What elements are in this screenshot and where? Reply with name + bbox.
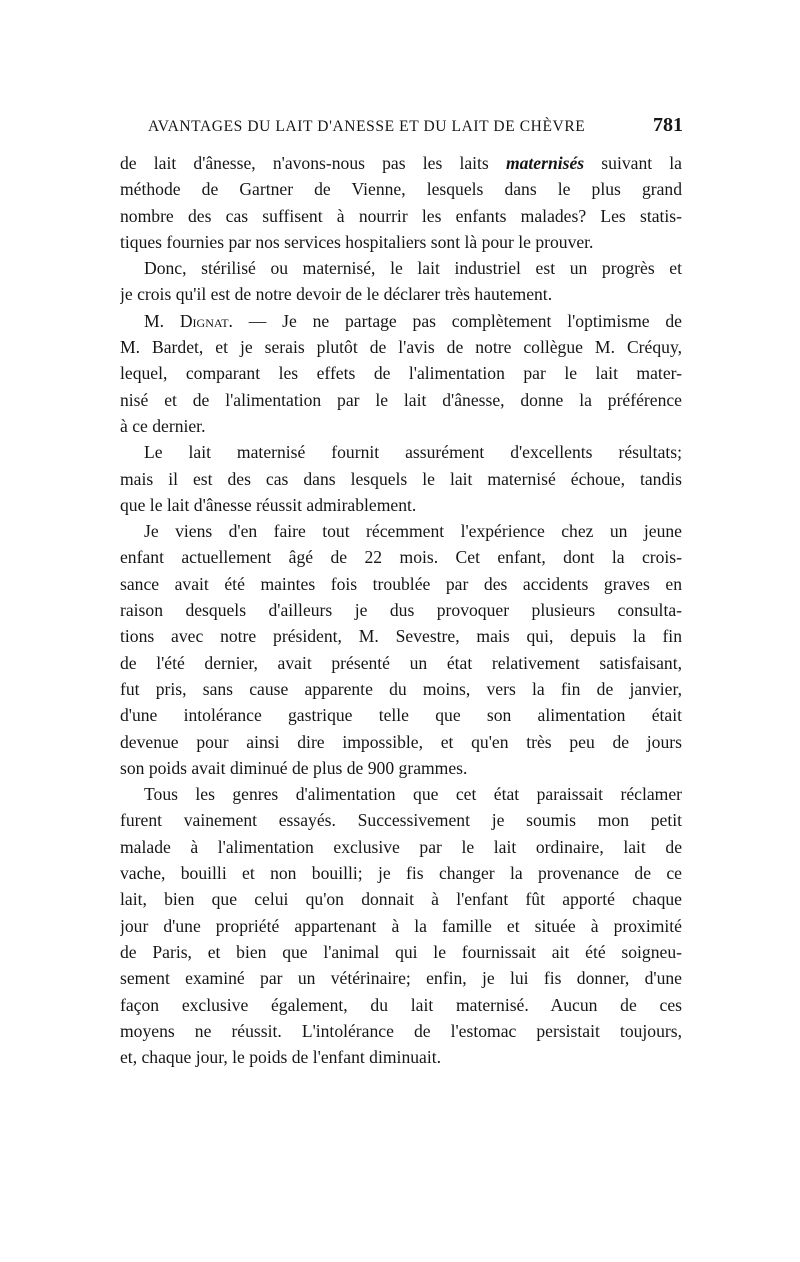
speaker-name: M. Dignat. (144, 310, 233, 331)
body-text (120, 150, 682, 1070)
text-line: son poids avait diminué de plus de 900 grammes. (120, 757, 468, 778)
text-line: mais il est des cas dans lesquels le lait maternisé échoue, tandis (120, 468, 682, 489)
text-line: vache, bouilli et non bouilli; je fis changer la provenance de ce (120, 863, 682, 884)
text-line: que le lait d'ânesse réussit admirablement. (120, 494, 417, 515)
paragraph-start: Le lait maternisé fournit assurément d'excellents résultats; (144, 442, 682, 463)
text-line: lait, bien que celui qu'on donnait à l'enfant fût apporté chaque (120, 889, 682, 910)
text-line: et, chaque jour, le poids de l'enfant diminuait. (120, 1047, 442, 1068)
text-line: M. Bardet, et je serais plutôt de l'avis de notre collègue M. Créquy, (120, 337, 682, 358)
text-line: fut pris, sans cause apparente du moins, vers la fin de janvier, (120, 678, 682, 699)
paragraph-start: Je viens d'en faire tout récemment l'expérience chez un jeune (144, 521, 682, 542)
emphasis-maternises: maternisés (505, 153, 585, 173)
text-line: furent vainement essayés. Successivement je soumis mon petit (120, 810, 682, 831)
text-line: raison desquels d'ailleurs je dus provoquer plusieurs consulta- (120, 600, 682, 621)
text-line: à ce dernier. (120, 415, 206, 436)
paragraph-start: Donc, stérilisé ou maternisé, le lait industriel est un progrès et (144, 258, 682, 279)
text-line: devenue pour ainsi dire impossible, et qu'en très peu de jours (120, 731, 682, 752)
text-line: moyens ne réussit. L'intolérance de l'estomac persistait toujours, (120, 1020, 682, 1041)
text-line: de Paris, et bien que l'animal qui le fournissait ait été soigneu- (120, 941, 682, 962)
text-line: façon exclusive également, du lait maternisé. Aucun de ces (120, 994, 682, 1015)
paragraph-start: M. Dignat. — Je ne partage pas complètement l'optimisme de (144, 310, 682, 331)
text-line: de lait d'ânesse, n'avons-nous pas les laits maternisés suivant la (120, 153, 682, 173)
page-number: 781 (653, 114, 683, 136)
text-line: méthode de Gartner de Vienne, lesquels dans le plus grand (120, 179, 682, 200)
text-line: sance avait été maintes fois troublée par des accidents graves en (120, 573, 682, 594)
text-line: jour d'une propriété appartenant à la famille et située à proximité (120, 915, 682, 936)
text-line: d'une intolérance gastrique telle que son alimentation était (120, 705, 682, 726)
paragraph-start: Tous les genres d'alimentation que cet état paraissait réclamer (144, 784, 682, 805)
text-line: tiques fournies par nos services hospitaliers sont là pour le prouver. (120, 231, 594, 252)
text-line: nombre des cas suffisent à nourrir les enfants malades? Les statis- (120, 205, 682, 226)
running-title: AVANTAGES DU LAIT D'ANESSE ET DU LAIT DE CHÈVRE (148, 118, 586, 135)
text-line: je crois qu'il est de notre devoir de le déclarer très hautement. (120, 284, 553, 305)
text-line: de l'été dernier, avait présenté un état relativement satisfaisant, (120, 652, 682, 673)
running-head (148, 114, 683, 144)
text-line: sement examiné par un vétérinaire; enfin, je lui fis donner, d'une (120, 968, 682, 989)
text-line: lequel, comparant les effets de l'alimentation par le lait mater- (120, 363, 682, 384)
text-line: malade à l'alimentation exclusive par le lait ordinaire, lait de (120, 836, 682, 857)
text-line: enfant actuellement âgé de 22 mois. Cet enfant, dont la crois- (120, 547, 682, 568)
text-line: nisé et de l'alimentation par le lait d'ânesse, donne la préférence (120, 389, 682, 410)
text-line: tions avec notre président, M. Sevestre, mais qui, depuis la fin (120, 626, 682, 647)
